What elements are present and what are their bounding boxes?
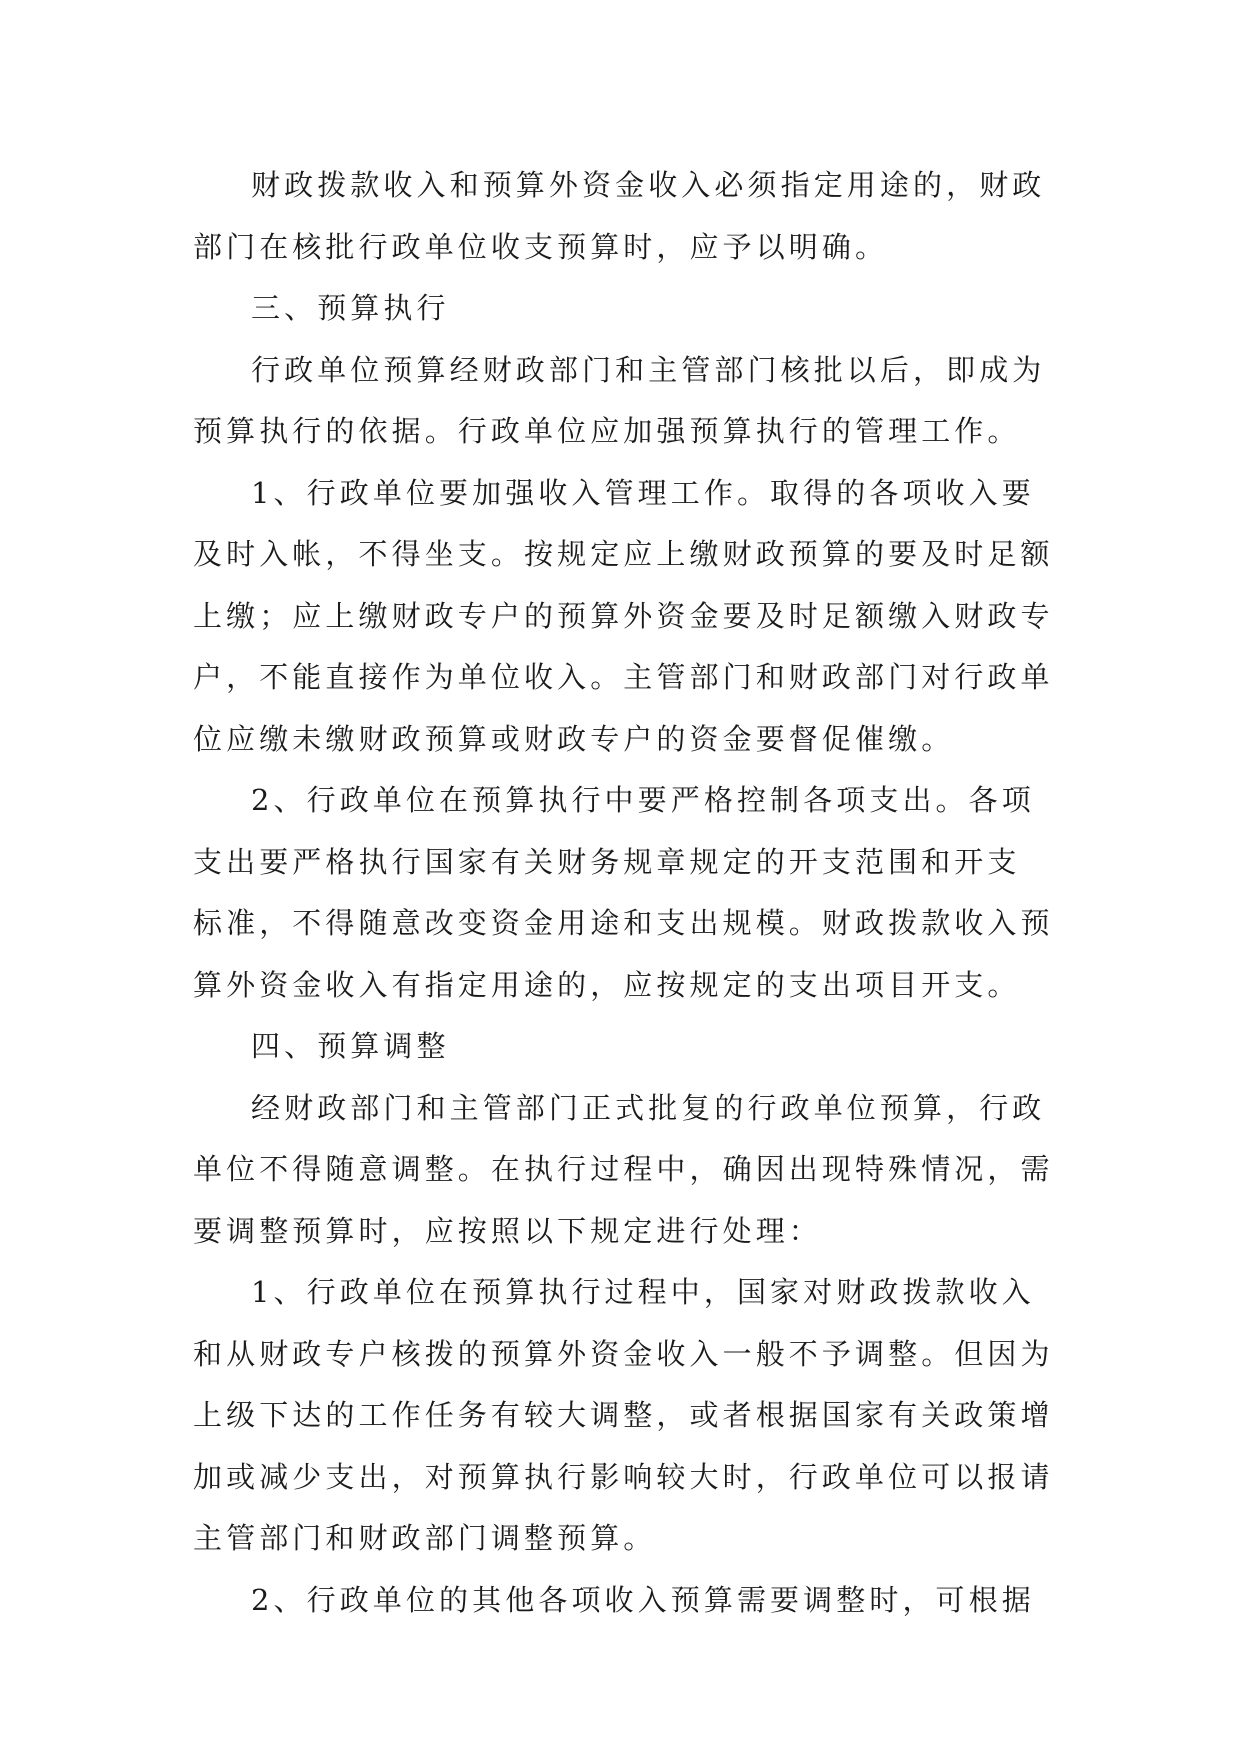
text-line: 部门在核批行政单位收支预算时，应予以明确。 bbox=[193, 229, 889, 264]
heading-text: 四、预算调整 bbox=[251, 1029, 450, 1063]
text-line: 2、行政单位在预算执行中要严格控制各项支出。各项 bbox=[251, 783, 1035, 817]
text-line: 户，不能直接作为单位收入。主管部门和财政部门对行政单 bbox=[193, 660, 1054, 694]
text-line: 行政单位预算经财政部门和主管部门核批以后，即成为 bbox=[251, 352, 1046, 387]
text-line: 预算执行的依据。行政单位应加强预算执行的管理工作。 bbox=[193, 414, 1021, 448]
text-line: 上缴；应上缴财政专户的预算外资金要及时足额缴入财政专 bbox=[193, 598, 1054, 633]
text-line: 位应缴未缴财政预算或财政专户的资金要督促催缴。 bbox=[193, 721, 955, 756]
paragraph-expenditure-control bbox=[193, 770, 1053, 1016]
text-line: 2、行政单位的其他各项收入预算需要调整时，可根据 bbox=[251, 1582, 1035, 1617]
paragraph-income-management bbox=[193, 463, 1053, 771]
text-line: 和从财政专户核拨的预算外资金收入一般不予调整。但因为 bbox=[193, 1336, 1054, 1371]
text-line: 财政拨款收入和预算外资金收入必须指定用途的，财政 bbox=[251, 168, 1046, 202]
text-line: 经财政部门和主管部门正式批复的行政单位预算，行政 bbox=[251, 1090, 1046, 1125]
text-line: 算外资金收入有指定用途的，应按规定的支出项目开支。 bbox=[193, 967, 1021, 1002]
text-line: 上级下达的工作任务有较大调整，或者根据国家有关政策增 bbox=[193, 1398, 1054, 1432]
paragraph-execution-basis bbox=[193, 340, 1053, 463]
section-heading-budget-execution bbox=[193, 278, 1053, 340]
text-line: 主管部门和财政部门调整预算。 bbox=[193, 1521, 657, 1555]
text-line: 标准，不得随意改变资金用途和支出规模。财政拨款收入预 bbox=[193, 906, 1054, 940]
text-line: 要调整预算时，应按照以下规定进行处理： bbox=[193, 1213, 822, 1248]
paragraph-appropriation-adjustment bbox=[193, 1262, 1053, 1570]
text-line: 1、行政单位在预算执行过程中，国家对财政拨款收入 bbox=[251, 1275, 1035, 1309]
paragraph-adjustment-rules bbox=[193, 1078, 1053, 1263]
text-line: 单位不得随意调整。在执行过程中，确因出现特殊情况，需 bbox=[193, 1152, 1054, 1186]
text-line: 加或减少支出，对预算执行影响较大时，行政单位可以报请 bbox=[193, 1459, 1054, 1494]
heading-text: 三、预算执行 bbox=[251, 291, 450, 325]
text-line: 支出要严格执行国家有关财务规章规定的开支范围和开支 bbox=[193, 844, 1021, 879]
text-line: 及时入帐，不得坐支。按规定应上缴财政预算的要及时足额 bbox=[193, 537, 1054, 571]
text-line: 1、行政单位要加强收入管理工作。取得的各项收入要 bbox=[251, 475, 1035, 510]
paragraph-earmarked-funds bbox=[193, 155, 1053, 278]
paragraph-other-income-adjustment bbox=[193, 1570, 1053, 1632]
section-heading-budget-adjustment bbox=[193, 1016, 1053, 1078]
document-body bbox=[193, 155, 1053, 1631]
